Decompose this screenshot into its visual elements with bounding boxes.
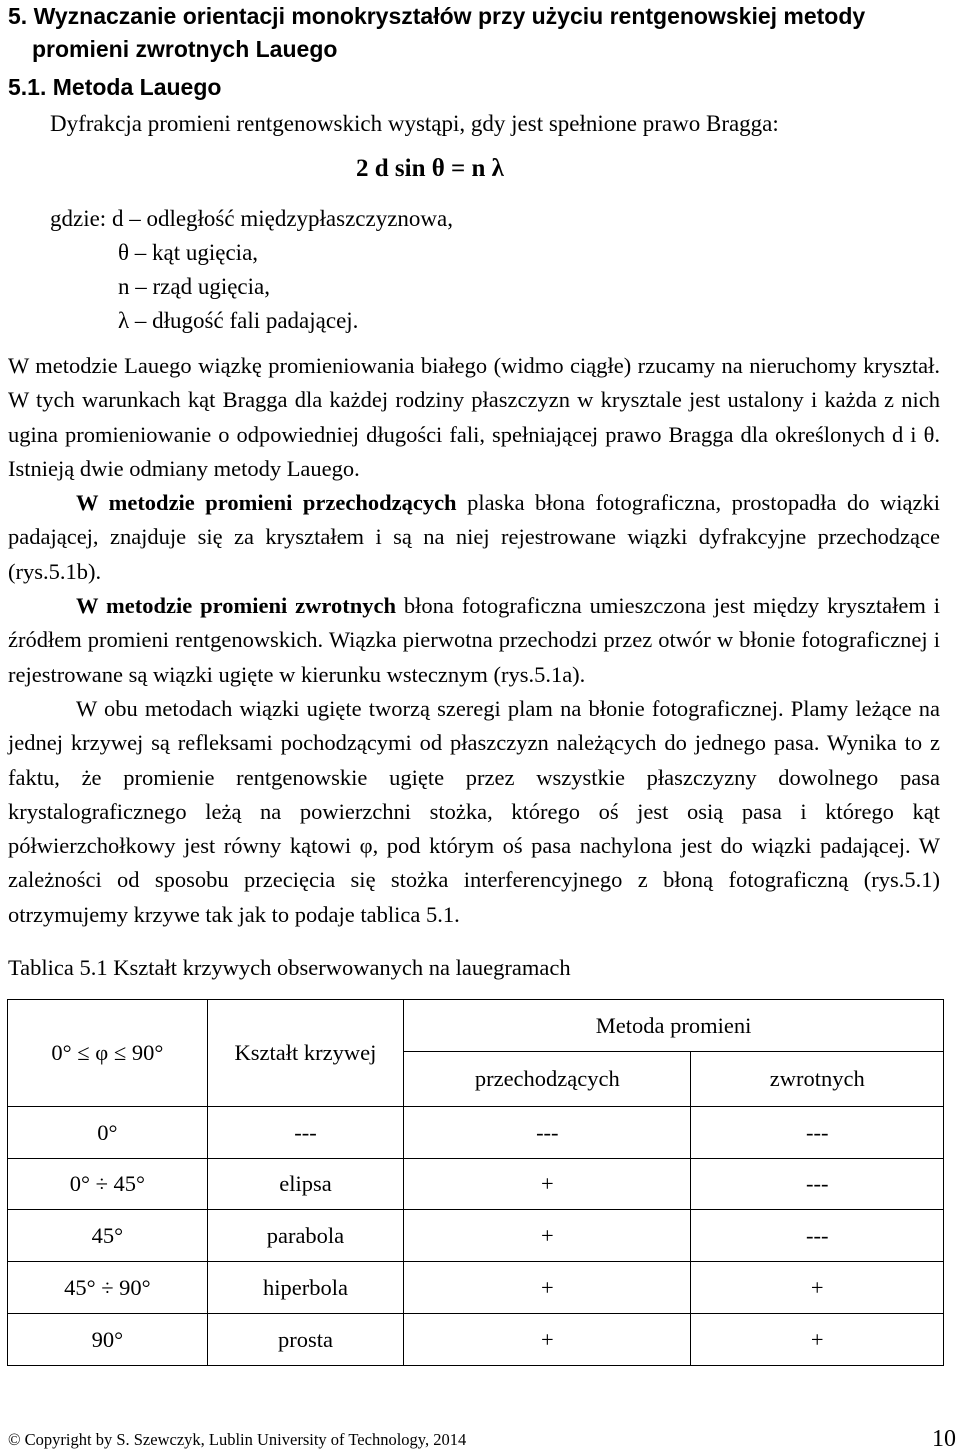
paragraph: W metodzie Lauego wiązkę promieniowania białego (widmo ciągłe) rzucamy na nieruchomy kryształ. W tych warunkach kąt Bragga dla każdej rodziny płaszczyzn w krysztale jest ustalony i każda z nich ugina promieniowanie o odpowiedniej długości fali, spełniającej prawo Bragga dla określonych d i θ. Istnieją dwie odmiany metody Lauego. [8,353,940,481]
legend-item: θ – kąt ugięcia, [118,240,259,265]
table-cell: 90° [8,1314,208,1366]
bold-term: W metodzie promieni zwrotnych [76,593,396,619]
table-caption: Tablica 5.1 Kształt krzywych obserwowanych na lauegramach [8,955,571,980]
header-method: Metoda promieni [404,1000,944,1052]
table-cell: + [404,1314,691,1366]
legend-item: λ – długość fali padającej. [118,308,359,333]
copyright-notice: © Copyright by S. Szewczyk, Lublin University of Technology, 2014 [8,1430,467,1449]
table-row [8,1262,944,1314]
legend-item: n – rząd ugięcia, [118,274,270,299]
header-shape: Kształt krzywej [207,1000,403,1107]
table-cell: + [404,1159,691,1210]
table-cell: --- [691,1210,944,1262]
intro-text: Dyfrakcja promieni rentgenowskich wystąpi, gdy jest spełnione prawo Bragga: [50,111,779,136]
table-cell: hiperbola [207,1262,403,1314]
paragraph: W metodzie promieni zwrotnych błona fotograficzna umieszczona jest między kryształem i źródłem promieni rentgenowskich. Wiązka pierwotna przechodzi przez otwór w błonie fotograficznej i rejestrowane są wiązki ugięte w kierunku wstecznym (rys.5.1a). [8,593,940,687]
page-footer [8,1418,958,1455]
table-cell: 0° [8,1107,208,1159]
section-heading: 5.1. Metoda Lauego [8,74,222,100]
table-row [8,1210,944,1262]
chapter-heading-line1: 5. Wyznaczanie orientacji monokryształów przy użyciu rentgenowskiej metody [8,3,866,29]
table-cell: elipsa [207,1159,403,1210]
table-cell: 45° [8,1210,208,1262]
table-row [8,1159,944,1210]
bragg-formula: 2 d sin θ = n λ [356,155,504,182]
legend-item: gdzie: d – odległość międzypłaszczyznowa, [50,206,453,231]
table-cell: + [404,1262,691,1314]
bold-term: W metodzie promieni przechodzących [76,490,457,516]
table-cell: --- [691,1159,944,1210]
laue-curves-table [7,999,944,1366]
header-angle: 0° ≤ φ ≤ 90° [8,1000,208,1107]
table-cell: 0° ÷ 45° [8,1159,208,1210]
table-cell: prosta [207,1314,403,1366]
chapter-heading [8,0,948,66]
table-cell: 45° ÷ 90° [8,1262,208,1314]
page-number: 10 [932,1426,956,1452]
table-cell: + [691,1262,944,1314]
table-row [8,1107,944,1159]
body-text [8,349,940,932]
header-reflection: zwrotnych [691,1052,944,1107]
table-cell: --- [207,1107,403,1159]
header-transmission: przechodzących [404,1052,691,1107]
table-cell: + [404,1210,691,1262]
table-cell: + [691,1314,944,1366]
table-cell: parabola [207,1210,403,1262]
table-row [8,1314,944,1366]
paragraph: W obu metodach wiązki ugięte tworzą szeregi plam na błonie fotograficznej. Plamy leżące na jednej krzywej są refleksami pochodzącymi od płaszczyzn należących do jednego pasa. Wynika to z faktu, że promienie rentgenowskie ugięte przez wszystkie płaszczyzny dowolnego pasa krystalograficznego leżą na powierzchni stożka, którego oś jest osią pasa i którego kąt półwierzchołkowy jest równy kątowi φ, pod którym oś pasa nachylona jest do wiązki padającej. W zależności od sposobu przecięcia się stożka interferencyjnego z błoną fotograficzną (rys.5.1) otrzymujemy krzywe tak jak to podaje tablica 5.1. [8,695,940,927]
table-cell: --- [691,1107,944,1159]
table-cell: --- [404,1107,691,1159]
chapter-heading-line2: promieni zwrotnych Lauego [32,36,338,62]
paragraph: W metodzie promieni przechodzących plaska błona fotograficzna, prostopadła do wiązki padającej, znajduje się za kryształem i są na niej rejestrowane wiązki dyfrakcyjne przechodzące (rys.5.1b). [8,490,940,584]
